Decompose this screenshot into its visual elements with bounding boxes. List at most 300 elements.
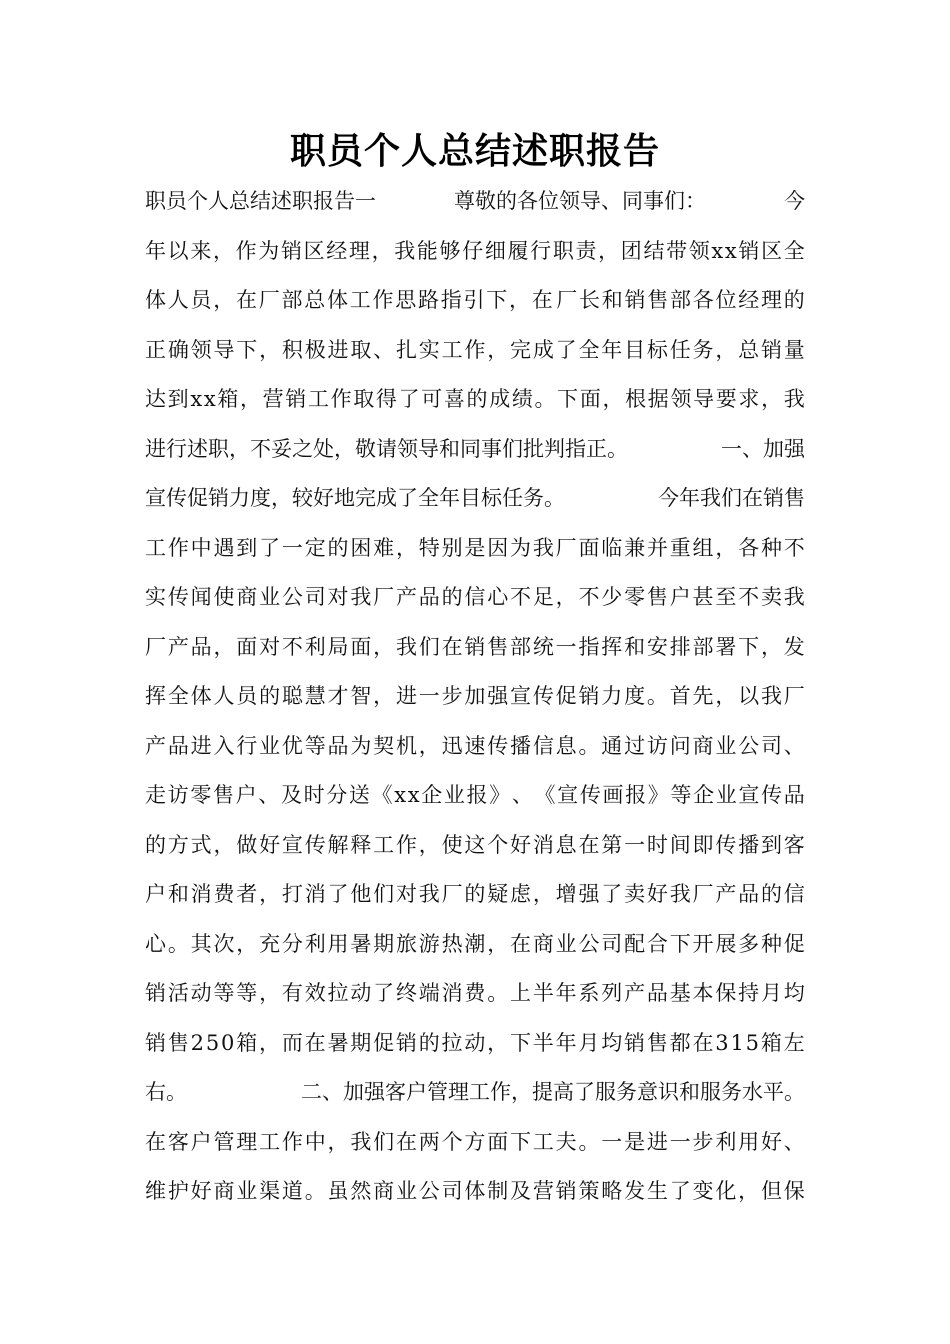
text-char: 用 (327, 931, 349, 956)
text-char: ， (373, 684, 395, 708)
text-char: 指 (440, 288, 462, 312)
text-char: 零 (190, 783, 212, 807)
text-char: 为 (510, 535, 531, 560)
text-char: 理 (761, 288, 782, 312)
text-char: 通 (601, 733, 623, 758)
text-char: 一 (624, 832, 646, 857)
text-char: 产 (395, 585, 417, 609)
text-char: 一 (669, 1129, 691, 1154)
text-char: 不 (510, 585, 531, 609)
text-char: 合 (646, 931, 668, 956)
text-line (145, 1068, 805, 1118)
text-char: 们 (418, 634, 440, 659)
text-char: 而 (281, 1030, 303, 1055)
text-char: 左 (783, 1030, 805, 1055)
text-char: 利 (304, 931, 326, 956)
text-char: 商 (692, 733, 714, 758)
text-char: 署 (715, 634, 737, 659)
text-char: 商 (236, 585, 258, 609)
text-char: 动 (350, 981, 372, 1005)
text-char: 不 (281, 634, 303, 659)
text-char: 营 (262, 387, 284, 411)
text-char: 我 (760, 684, 782, 708)
text-char: 工 (349, 288, 371, 312)
text-char: 化 (715, 1179, 737, 1203)
text-char: 播 (510, 733, 531, 758)
text-char: 厂 (692, 882, 714, 906)
text-char: 长 (579, 288, 600, 312)
text-char: 时 (303, 783, 325, 807)
text-char: 部 (670, 288, 691, 312)
text-char: 道 (281, 1179, 303, 1203)
text-char: 终 (395, 981, 417, 1005)
text-char: 充 (259, 931, 281, 956)
text-char: 面 (578, 535, 600, 560)
text-char: 品 (783, 783, 805, 807)
text-char: 年 (555, 981, 577, 1005)
text-char: 挥 (145, 684, 166, 708)
text-char: 我 (532, 535, 554, 560)
text-char: 保 (715, 981, 737, 1005)
text-char: 作 (167, 535, 189, 560)
text-char: 在 (236, 288, 257, 312)
text-line (145, 623, 805, 673)
text-segment: 右。 (145, 1080, 187, 1104)
text-char: 售 (647, 288, 669, 312)
text-char: 取 (350, 337, 372, 362)
text-char: ， (532, 882, 554, 906)
text-char: 等 (670, 783, 692, 807)
text-char: ， (509, 288, 530, 312)
text-char: 求 (738, 387, 760, 411)
text-char: 进 (646, 1129, 668, 1154)
text-char: 标 (646, 337, 668, 362)
text-char: 及 (510, 1179, 531, 1203)
text-char: 心 (145, 931, 166, 956)
text-char: 、 (373, 337, 395, 362)
text-segment: 今年我们在销售 (658, 486, 805, 510)
text-char: 销 (145, 981, 166, 1005)
text-char: 下 (510, 1129, 531, 1154)
text-char: 报 (625, 783, 647, 807)
text-char: 强 (487, 684, 509, 708)
text-char: ， (418, 733, 440, 758)
text-char: 第 (601, 832, 623, 857)
text-char: 期 (373, 931, 395, 956)
text-char: 》 (489, 783, 511, 807)
text-char: 3 (715, 1030, 729, 1055)
text-char: 年 (555, 1030, 577, 1055)
text-char: 的 (327, 535, 349, 560)
text-char: 展 (715, 931, 737, 956)
text-char: 成 (532, 337, 554, 362)
text-char: 业 (259, 733, 281, 758)
text-char: x (711, 238, 724, 263)
text-char: 暑 (350, 931, 372, 956)
text-char: 安 (646, 634, 668, 659)
text-char: 至 (715, 585, 737, 609)
text-char: 卖 (624, 882, 646, 906)
text-char: 年 (601, 337, 623, 362)
text-char: 在 (531, 288, 553, 312)
text-char: 产 (145, 733, 166, 758)
text-char: 中 (190, 535, 212, 560)
text-char: 是 (464, 535, 486, 560)
text-char: ， (715, 337, 737, 362)
text-char: 。 (646, 684, 668, 708)
text-segment: 二、加强客户管理工作，提高了服务意识和服务水平。 (301, 1080, 805, 1104)
text-char: 少 (601, 585, 623, 609)
text-char: 者 (236, 882, 258, 906)
text-char: 职 (552, 238, 574, 263)
text-char: 多 (738, 931, 760, 956)
text-char: 局 (327, 634, 349, 659)
text-char: 促 (555, 684, 577, 708)
text-char: 维 (145, 1179, 166, 1203)
text-char: 年 (145, 238, 166, 263)
text-char: 了 (555, 337, 577, 362)
text-char: 。 (167, 931, 189, 956)
text-char: 商 (213, 1179, 235, 1203)
text-char: 下 (557, 387, 579, 411)
text-char: 播 (738, 832, 760, 857)
text-char: 下 (509, 1030, 531, 1055)
text-segment: 进行述职，不妥之处，敬请领导和同事们批判指正。 (145, 436, 628, 461)
text-char: 传 (715, 832, 737, 857)
text-char: 优 (281, 733, 303, 758)
text-char: 来 (190, 238, 212, 263)
text-char: 员 (190, 288, 212, 312)
text-char: 开 (692, 931, 714, 956)
text-char: 业 (236, 1179, 258, 1203)
text-char: 疑 (487, 882, 509, 906)
text-char: 一 (601, 1129, 623, 1154)
text-line (145, 573, 805, 623)
text-char: 经 (738, 288, 760, 312)
text-char: 卖 (760, 585, 782, 609)
text-char: 迅 (441, 733, 463, 758)
text-char: 机 (395, 733, 417, 758)
text-char: 的 (783, 288, 805, 312)
text-char: 领 (688, 238, 710, 263)
text-char: 均 (783, 981, 805, 1005)
text-char: ， (487, 1030, 509, 1055)
text-char: 《 (534, 783, 556, 807)
text-char: 都 (669, 1030, 691, 1055)
text-char: 不 (783, 535, 805, 560)
text-char: 和 (167, 882, 189, 906)
text-char: 工 (373, 832, 395, 857)
text-line (145, 870, 805, 920)
text-segment: 今 (784, 189, 805, 213)
text-char: 契 (373, 733, 395, 758)
text-char: 《 (371, 783, 393, 807)
text-char: 排 (669, 634, 691, 659)
text-char: 2 (190, 1030, 204, 1055)
text-char: 种 (760, 535, 782, 560)
text-char: 在 (578, 832, 600, 857)
text-char: 好 (760, 1129, 782, 1154)
text-char: 公 (281, 585, 303, 609)
text-char: 解 (327, 832, 349, 857)
text-char: 团 (620, 238, 642, 263)
text-char: 的 (441, 585, 463, 609)
text-char: 售 (487, 634, 509, 659)
text-char: 方 (167, 832, 189, 857)
text-char: 我 (783, 585, 805, 609)
text-char: 动 (464, 1030, 486, 1055)
text-char: 宣 (738, 783, 760, 807)
text-char: ， (738, 1179, 760, 1203)
text-char: 工 (441, 337, 463, 362)
text-char: 实 (145, 585, 166, 609)
text-char: 了 (601, 882, 623, 906)
text-char: 销 (280, 238, 302, 263)
text-char: 户 (190, 1129, 212, 1154)
text-line (145, 771, 805, 821)
text-char: 半 (532, 1030, 554, 1055)
text-char: ， (598, 238, 620, 263)
text-char: 难 (373, 535, 395, 560)
text-char: 聪 (281, 684, 303, 708)
text-char: 企 (693, 783, 715, 807)
text-char: 商 (373, 1179, 395, 1203)
text-char: 我 (669, 882, 691, 906)
text-char: 售 (167, 1030, 189, 1055)
text-char: 我 (418, 882, 440, 906)
text-char: 》 (647, 783, 669, 807)
text-char: 分 (281, 931, 303, 956)
text-char: 月 (760, 981, 782, 1005)
text-char: 进 (395, 684, 417, 708)
text-char: 客 (783, 832, 805, 857)
text-char: 一 (281, 535, 303, 560)
text-char: 速 (464, 733, 486, 758)
text-char: 消 (304, 882, 326, 906)
text-char: 先 (692, 684, 714, 708)
text-char: 护 (167, 1179, 189, 1203)
text-char: 首 (669, 684, 691, 708)
text-char: 得 (375, 387, 397, 411)
text-char: 为 (258, 238, 280, 263)
text-char: 司 (441, 1179, 463, 1203)
text-char: 发 (783, 634, 805, 659)
text-char: 路 (418, 288, 439, 312)
text-char: 到 (236, 535, 258, 560)
text-char: 售 (212, 783, 234, 807)
text-char: 思 (395, 288, 417, 312)
text-line (145, 375, 805, 425)
text-char: 全 (578, 337, 600, 362)
text-char: 渠 (259, 1179, 281, 1203)
text-char: ， (259, 337, 281, 362)
text-char: 下 (738, 634, 760, 659)
text-char: 面 (579, 387, 601, 411)
text-segment: 尊敬的各位领导、同事们： (454, 189, 706, 213)
text-char: 销 (760, 337, 782, 362)
text-char: 了 (669, 1179, 691, 1203)
text-char: 仔 (462, 238, 484, 263)
text-char: 营 (532, 1179, 554, 1203)
text-char: 系 (578, 981, 600, 1005)
text-char: 作 (372, 288, 394, 312)
text-char: 智 (350, 684, 372, 708)
text-char: 。 (534, 387, 556, 411)
text-char: ， (761, 387, 783, 411)
text-char: 生 (646, 1179, 668, 1203)
text-char: 送 (348, 783, 370, 807)
text-char: 好 (190, 1179, 212, 1203)
text-char: 行 (236, 733, 258, 758)
text-char: 本 (692, 981, 714, 1005)
text-char: 人 (213, 684, 235, 708)
text-char: 销 (624, 1030, 645, 1055)
text-char: 访 (646, 733, 668, 758)
text-char: 对 (395, 882, 417, 906)
text-char: 费 (213, 882, 235, 906)
text-line (145, 722, 805, 772)
text-char: 箱 (236, 1030, 258, 1055)
text-char: 成 (489, 387, 511, 411)
text-char: 月 (578, 1030, 600, 1055)
text-char: 遇 (213, 535, 235, 560)
text-char: ， (212, 238, 234, 263)
text-char: ， (373, 634, 395, 659)
text-char: 效 (304, 981, 326, 1005)
text-char: 公 (578, 931, 600, 956)
text-char: 商 (532, 931, 554, 956)
text-char: 、 (258, 783, 280, 807)
text-char: 厂 (258, 288, 280, 312)
text-char: 制 (487, 1179, 509, 1203)
text-char: 够 (439, 238, 461, 263)
text-char: 在 (304, 1030, 326, 1055)
text-char: 区 (761, 238, 783, 263)
text-char: 保 (783, 1179, 805, 1203)
text-char: ， (487, 337, 509, 362)
text-char: 利 (304, 634, 326, 659)
text-char: 别 (441, 535, 463, 560)
text-char: 售 (646, 1030, 668, 1055)
text-char: 其 (190, 931, 212, 956)
text-char: 是 (624, 1129, 646, 1154)
text-line (145, 1167, 805, 1217)
text-char: 工 (145, 535, 166, 560)
text-char: 位 (715, 288, 737, 312)
text-char: 因 (487, 535, 509, 560)
text-char: 变 (692, 1179, 714, 1203)
text-char: 但 (760, 1179, 782, 1203)
text-char: 次 (213, 931, 235, 956)
text-char: 促 (373, 1030, 395, 1055)
text-char: 司 (304, 585, 326, 609)
text-char: 务 (692, 337, 714, 362)
text-char: 工 (259, 1129, 281, 1154)
text-char: 度 (624, 684, 646, 708)
text-char: 销 (145, 1030, 166, 1055)
text-char: 我 (395, 634, 417, 659)
text-char: ， (395, 535, 417, 560)
text-char: 问 (669, 733, 691, 758)
text-line (145, 821, 805, 871)
text-char: 公 (738, 733, 760, 758)
text-char: 目 (624, 337, 646, 362)
text-char: 。 (578, 1129, 600, 1154)
text-char: 力 (601, 684, 623, 708)
text-char: 任 (669, 337, 691, 362)
text-char: 理 (236, 1129, 258, 1154)
text-char: 中 (304, 1129, 326, 1154)
text-line (145, 425, 805, 475)
text-char: 的 (418, 1030, 440, 1055)
text-char: ， (327, 1129, 349, 1154)
text-char: 困 (350, 535, 372, 560)
text-char: 端 (418, 981, 440, 1005)
text-char: 方 (464, 1129, 486, 1154)
text-char: 传 (579, 783, 601, 807)
text-char: 暑 (327, 1030, 349, 1055)
text-char: 户 (669, 585, 691, 609)
text-char: 业 (443, 783, 465, 807)
text-char: 销 (578, 684, 600, 708)
text-char: 们 (373, 1129, 395, 1154)
text-char: 绩 (511, 387, 533, 411)
text-char: 能 (416, 238, 438, 263)
text-char: 即 (692, 832, 714, 857)
text-char: 甚 (692, 585, 714, 609)
text-char: 业 (715, 733, 737, 758)
text-char: 我 (394, 238, 416, 263)
text-char: 步 (692, 1129, 714, 1154)
text-char: 不 (578, 585, 600, 609)
text-char: 加 (464, 684, 486, 708)
text-line (145, 474, 805, 524)
text-char: 过 (624, 733, 646, 758)
text-char: 进 (190, 733, 212, 758)
text-char: 厂 (555, 535, 577, 560)
text-char: 零 (624, 585, 646, 609)
text-char: 部 (281, 288, 303, 312)
text-char: 促 (783, 931, 805, 956)
text-char: 0 (221, 1030, 235, 1055)
text-char: 增 (555, 882, 577, 906)
text-char: 们 (373, 882, 395, 906)
text-char: 慧 (304, 684, 326, 708)
text-char: 部 (692, 634, 714, 659)
text-char: 品 (738, 882, 760, 906)
text-char: 品 (418, 585, 440, 609)
text-char: 、 (511, 783, 533, 807)
text-char: ， (371, 238, 393, 263)
text-char: 上 (510, 981, 531, 1005)
text-char: 领 (670, 387, 692, 411)
text-char: ， (259, 1030, 280, 1055)
text-char: 宣 (281, 832, 303, 857)
text-char: 管 (213, 1129, 235, 1154)
text-char: 厂 (145, 634, 166, 659)
text-char: 对 (327, 585, 349, 609)
text-char: 员 (236, 684, 258, 708)
text-char: 分 (326, 783, 348, 807)
text-char: 一 (418, 684, 440, 708)
text-char: 旅 (395, 931, 417, 956)
text-char: 了 (398, 387, 420, 411)
text-char: 结 (643, 238, 665, 263)
text-char: 可 (421, 387, 443, 411)
text-char: ， (715, 684, 737, 708)
text-char: ， (259, 981, 281, 1005)
text-char: 消 (441, 981, 463, 1005)
